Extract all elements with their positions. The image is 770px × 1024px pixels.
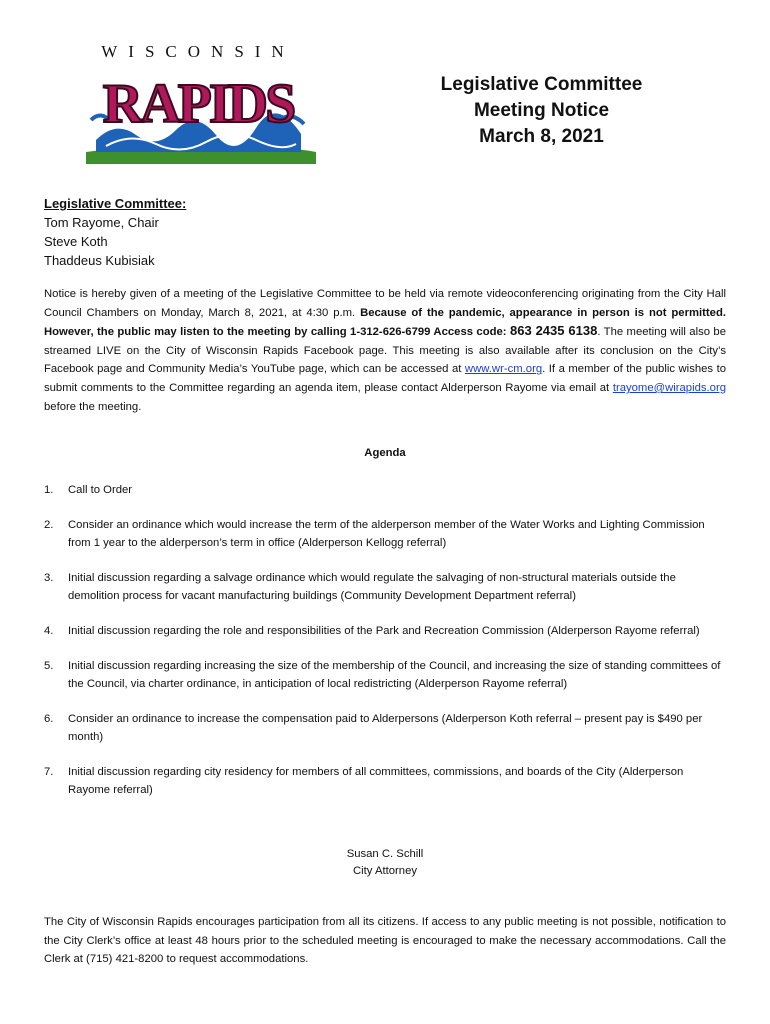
committee-members [44,194,344,270]
agenda-item [44,481,726,499]
agenda-item-number: 2. [44,519,54,531]
rapids-logo-graphic [86,60,316,164]
agenda-item-number: 7. [44,766,54,778]
title-line-2: Meeting Notice [473,100,610,121]
notice-text: . If a member of the public wishes to submit comments to the Committee regarding an agenda item, please contact Alderperson Rayome via email at [44,363,726,394]
agenda-item-text: Initial discussion regarding city residency for members of all committees, commissions, and boards of the City (Alderperson Rayome referral) [68,766,684,796]
agenda-item [44,516,726,552]
signature-name: Susan C. Schill [346,848,424,860]
agenda-item-number: 6. [44,713,54,725]
website-link[interactable]: www.wr-cm.org [464,363,543,376]
committee-header: Legislative Committee: [44,196,187,211]
document-title [400,72,683,150]
signature-role: City Attorney [352,865,418,877]
email-link[interactable]: trayome@wirapids.org [612,381,726,394]
agenda-item-number: 3. [44,572,54,584]
agenda-item [44,569,726,605]
agenda-item [44,657,726,693]
logo-top-text: WISCONSIN [101,42,295,61]
agenda-item [44,622,726,640]
committee-member: Steve Koth [44,234,108,249]
agenda-item-text: Initial discussion regarding a salvage ordinance which would regulate the salvaging of non-structural materials outside the demolition process for vacant manufacturing buildings (Community Development Department referral) [68,572,676,602]
agenda-item-number: 5. [44,660,54,672]
meeting-notice-paragraph [44,285,726,416]
agenda-item-number: 1. [44,484,54,496]
agenda-item-number: 4. [44,625,54,637]
agenda-item [44,763,726,799]
notice-text: . The meeting will also be streamed LIVE on the City of Wisconsin Rapids Facebook page. This meeting is also available after its conclusion on the City’s Facebook page and Community Media’s YouTube page, which can be accessed at [44,326,726,376]
agenda-item-text: Initial discussion regarding the role and responsibilities of the Park and Recreation Commission (Alderperson Rayome referral) [68,625,700,637]
notice-bold-text: Because of the pandemic, appearance in person is not permitted. However, the public may listen to the meeting by calling 1-312-626-6799 Access code: [44,306,726,339]
committee-member: Tom Rayome, Chair [44,215,159,230]
agenda-item-text: Consider an ordinance to increase the compensation paid to Alderpersons (Alderperson Koth referral – present pay is $490 per month) [68,713,703,743]
city-logo [86,42,316,164]
logo-brand-text: RAPIDS [102,73,294,135]
notice-text: before the meeting. [44,400,142,413]
agenda-header: Agenda [364,447,406,459]
title-line-1: Legislative Committee [440,74,643,95]
agenda-item-text: Consider an ordinance which would increase the term of the alderperson member of the Water Works and Lighting Commission from 1 year to the alderperson’s term in office (Alderperson Kellogg referral) [68,519,705,549]
signature-block [0,846,770,880]
accessibility-notice: The City of Wisconsin Rapids encourages participation from all its citizens. If access to any public meeting is not possible, notification to the City Clerk’s office at least 48 hours prior to the scheduled meeting is encouraged to make the necessary accommodations. Call the Clerk at (715) 421-8200 to request accommodations. [44,916,726,965]
title-line-3: March 8, 2021 [479,126,604,147]
access-code: 863 2435 6138 [509,323,598,339]
agenda-item-text: Call to Order [68,484,133,496]
notice-text: Notice is hereby given of a meeting of the Legislative Committee to be held via remote videoconferencing originating from the City Hall Council Chambers on Monday, March 8, 2021, at 4:30 p.m. [44,288,726,319]
agenda-item [44,710,726,746]
agenda-list [44,481,726,816]
agenda-item-text: Initial discussion regarding increasing the size of the membership of the Council, and increasing the size of standing committees of the Council, via charter ordinance, in anticipation of local redistricting (Alderperson Rayome referral) [68,660,721,690]
committee-member: Thaddeus Kubisiak [44,253,155,268]
